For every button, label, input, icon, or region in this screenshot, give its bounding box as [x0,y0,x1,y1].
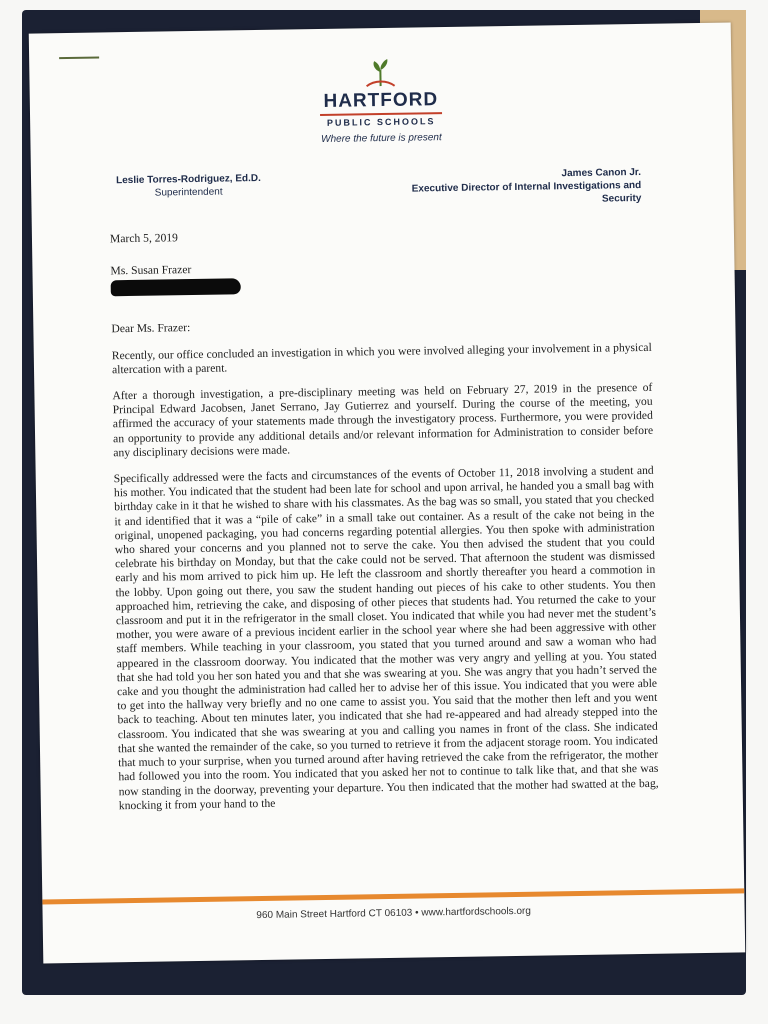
director-block [391,166,642,209]
sprout-logo-icon [360,58,400,89]
letterhead-logo [29,53,732,150]
letter-page [29,23,746,964]
footer-rule [42,888,744,904]
officials-block [31,165,733,205]
salutation: Dear Ms. Frazer: [111,321,191,336]
organization-subtitle: PUBLIC SCHOOLS [326,116,436,128]
letter-date: March 5, 2019 [109,231,179,246]
director-name: James Canon Jr. [561,166,642,180]
pen-mark [59,56,99,59]
redacted-address [111,279,241,297]
paragraph: Specifically addressed were the facts and circumstances of the events of October 11, 2018 involving a student and his mother. You indicated that the student had been late for school and upon arrival, he handed you a small bag with birthday cake in it that he wished to share with his classmates. As the bag was so small, you stated that you checked it and identified that it was a “pile of cake” in a small take out container. As a result of the cake not being in the original, unopened packaging, you had concerns regarding potential allergies. You then spoke with administration who shared your concerns and you planned not to serve the cake. You then advised the student that you could celebrate his birthday on Monday, but that the cake could not be served. That afternoon the student was dismissed early and his mom arrived to pick him up. He left the classroom and shortly thereafter you heard a commotion in the lobby. Upon going out there, you saw the student handing out pieces of his cake to other students. You then approached him, retrieving the cake, and disposing of other pieces that students had. You returned the cake to your classroom and put it in the refrigerator in the small closet. You indicated that while you had never met the student’s mother, you were aware of a previous incident earlier in the school year where she had been aggressive with other staff members. While teaching in your classroom, you stated that you turned around and saw a woman who had appeared in the classroom doorway. You indicated that the mother was very angry and yelling at you. You stated that she had told you her son hated you and that she was swearing at you. She was angry that you hadn’t served the cake and you thought the administration had called her to advise her of this issue. You indicated that you were able to get into the hallway very briefly and no one came to assist you. You said that the mother then left and you went back to teaching. About ten minutes later, you indicated that she had re-appeared and had already stepped into the classroom. You indicated that she was swearing at you and calling you names in front of the class. She indicated that she wanted the remainder of the cake, so you turned to retrieve it from the adjacent storage room. You indicated that much to your surprise, when you turned around after having retrieved the cake from the refrigerator, the mother had followed you into the room. You indicated that you asked her not to continue to talk like that, and that she was now standing in the doorway, preventing your departure. You then indicated that the mother had swatted at the bag, knocking it from your hand to the [113,463,659,812]
superintendent-block [116,172,261,200]
superintendent-name: Leslie Torres-Rodriguez, Ed.D. [115,172,261,187]
tagline: Where the future is present [321,132,442,145]
organization-name: HARTFORD [319,89,442,116]
paragraph: Recently, our office concluded an investigation in which you were involved alleging your involvement in a physical altercation with a parent. [111,340,652,377]
letter-body [110,224,659,825]
superintendent-title: Superintendent [154,186,223,199]
recipient-name: Ms. Susan Frazer [110,263,192,278]
director-title: Executive Director of Internal Investigations and Security [411,179,642,205]
footer-address: 960 Main Street Hartford CT 06103 • www.hartfordschools.org [256,905,531,922]
paragraph: After a thorough investigation, a pre-disciplinary meeting was held on February 27, 2019 in the presence of Principal Edward Jacobsen, Janet Serrano, Jay Gutierrez and yourself. During the course of the meeting, you affirmed the accuracy of your statements made through the investigatory process. Furthermore, you were provided an opportunity to provide any additional details and/or relevant information for Administration to consider before any disciplinary decisions were made. [112,380,654,460]
